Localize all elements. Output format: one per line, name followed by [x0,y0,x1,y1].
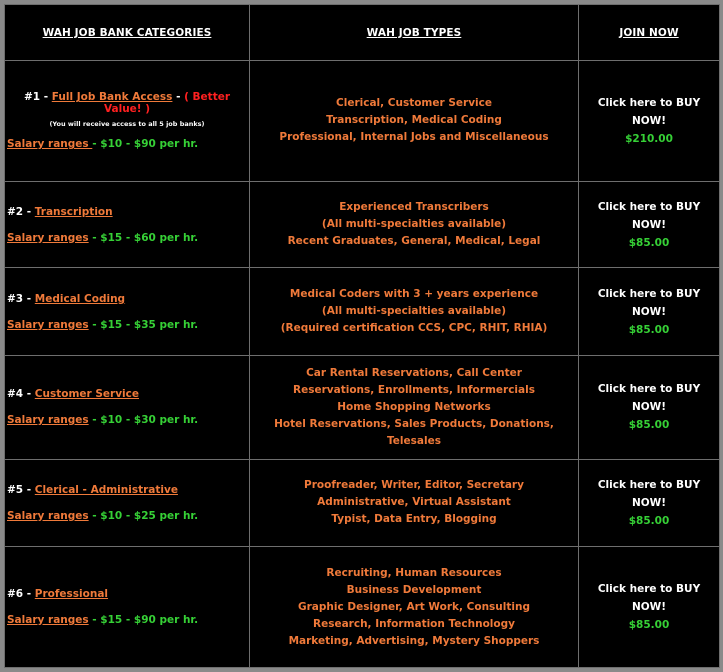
category-link-full-job-bank-access[interactable]: Full Job Bank Access [51,91,173,104]
job-types-cell [250,61,579,182]
category-title [5,91,249,115]
category-number: #1 - [23,91,52,104]
job-type-line: Recruiting, Human Resources [326,566,502,579]
table-row [5,268,720,356]
category-cell [5,61,250,182]
buy-now-link[interactable]: Click here to BUY NOW! [597,200,701,231]
join-cell [579,61,720,182]
job-type-line: (Required certification CCS, CPC, RHIT, RHIA) [280,322,548,335]
price: $85.00 [628,323,670,336]
job-type-line: (All multi-specialties available) [321,218,507,231]
category-link-medical-coding[interactable]: Medical Coding [34,292,126,305]
job-type-line: Transcription, Medical Coding [326,114,502,127]
salary-ranges-link[interactable]: Salary ranges [7,318,89,331]
price: $85.00 [628,236,670,249]
category-cell [5,268,250,356]
salary-value: - $15 - $60 per hr. [88,231,199,244]
job-type-line: Proofreader, Writer, Editor, Secretary [304,479,524,492]
category-link-transcription[interactable]: Transcription [34,205,113,218]
salary-ranges-link[interactable]: Salary ranges [7,414,89,427]
join-cell [579,547,720,668]
salary-range [5,319,249,331]
category-link-clerical-administrative[interactable]: Clerical - Administrative [34,483,178,496]
job-types-cell [250,181,579,268]
job-type-line: Experienced Transcribers [339,201,489,214]
job-type-line: Marketing, Advertising, Mystery Shoppers [288,634,540,647]
salary-ranges-link[interactable]: Salary ranges [7,614,89,627]
category-number: #6 - [7,588,35,601]
category-separator: - [172,91,185,104]
table-row [5,547,720,668]
salary-value: - $10 - $90 per hr. [92,138,199,151]
table-row [5,355,720,459]
salary-ranges-link[interactable]: Salary ranges [7,138,93,151]
category-link-professional[interactable]: Professional [34,588,109,601]
category-cell [5,547,250,668]
category-cell [5,181,250,268]
job-type-line: Car Rental Reservations, Call Center [306,366,522,379]
category-cell [5,459,250,547]
join-cell [579,355,720,459]
job-types-cell [250,355,579,459]
salary-value: - $10 - $25 per hr. [88,509,199,522]
job-type-line: Typist, Data Entry, Blogging [331,513,497,526]
header-job-types: WAH JOB TYPES [250,5,579,61]
salary-range [5,510,249,522]
table-row [5,459,720,547]
job-type-line: Administrative, Virtual Assistant [317,496,511,509]
job-bank-table [4,4,720,668]
job-type-line: Medical Coders with 3 + years experience [289,288,539,301]
job-types-cell [250,459,579,547]
category-title [5,588,249,600]
job-type-line: Research, Information Technology [313,617,515,630]
job-type-line: Business Development [346,583,482,596]
category-number: #5 - [7,483,35,496]
buy-now-link[interactable]: Click here to BUY NOW! [597,583,701,614]
salary-range [5,414,249,426]
header-join-now: JOIN NOW [579,5,720,61]
salary-ranges-link[interactable]: Salary ranges [7,231,89,244]
category-title [5,206,249,218]
category-number: #3 - [7,292,35,305]
price: $210.00 [625,132,673,145]
job-type-line: Clerical, Customer Service [336,97,492,110]
table-row [5,181,720,268]
job-type-line: (All multi-specialties available) [321,305,507,318]
header-row [5,5,720,61]
category-title [5,388,249,400]
access-note: (You will receive access to all 5 job banks) [49,120,205,129]
buy-now-link[interactable]: Click here to BUY NOW! [597,478,701,509]
salary-range [5,614,249,626]
category-title [5,484,249,496]
salary-ranges-link[interactable]: Salary ranges [7,509,89,522]
job-type-line: Graphic Designer, Art Work, Consulting [298,600,530,613]
price: $85.00 [628,619,670,632]
job-type-line: Reservations, Enrollments, Informercials [293,383,535,396]
join-cell [579,268,720,356]
salary-value: - $10 - $30 per hr. [88,414,199,427]
table-row [5,61,720,182]
category-link-customer-service[interactable]: Customer Service [34,388,139,401]
category-cell [5,355,250,459]
salary-value: - $15 - $35 per hr. [88,318,199,331]
salary-range [5,138,249,150]
job-type-line: Professional, Internal Jobs and Miscellaneous [279,131,549,144]
category-number: #2 - [7,205,35,218]
salary-value: - $15 - $90 per hr. [88,614,199,627]
job-type-line: Home Shopping Networks [337,400,491,413]
header-categories: WAH JOB BANK CATEGORIES [5,5,250,61]
buy-now-link[interactable]: Click here to BUY NOW! [597,96,701,127]
price: $85.00 [628,419,670,432]
job-type-line: Hotel Reservations, Sales Products, Donations, Telesales [274,417,554,447]
category-number: #4 - [7,388,35,401]
buy-now-link[interactable]: Click here to BUY NOW! [597,287,701,318]
job-types-cell [250,268,579,356]
salary-range [5,232,249,244]
buy-now-link[interactable]: Click here to BUY NOW! [597,383,701,414]
job-type-line: Recent Graduates, General, Medical, Legal [287,235,541,248]
join-cell [579,181,720,268]
job-types-cell [250,547,579,668]
category-title [5,293,249,305]
join-cell [579,459,720,547]
price: $85.00 [628,514,670,527]
better-value-badge: ( Better Value! ) [103,91,231,116]
